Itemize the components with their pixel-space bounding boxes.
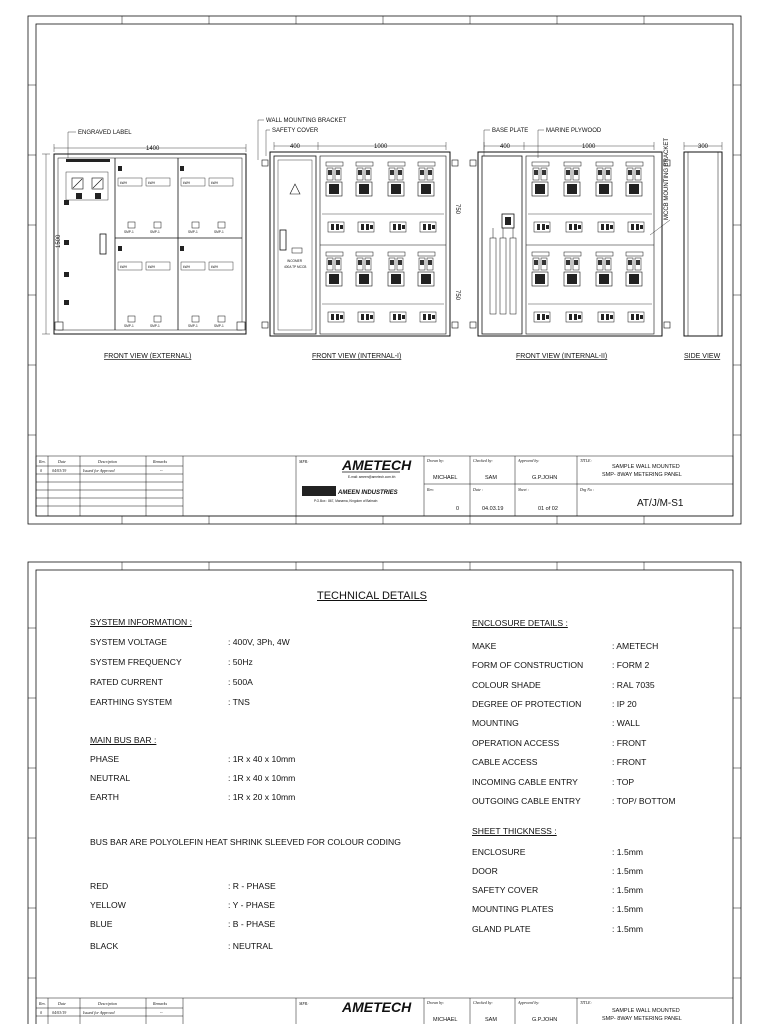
tb-drawn-value: MICHAEL xyxy=(433,475,458,481)
tb-contact: E-mail: ameen@ametech.com.bh xyxy=(348,475,396,479)
tb-header-date: Date xyxy=(58,459,66,464)
spec-value: : 1R x 40 x 10mm xyxy=(228,773,296,783)
spec-label: MOUNTING PLATES xyxy=(472,904,554,914)
spec-label: OPERATION ACCESS xyxy=(472,738,560,748)
tb2-rev-value: 0 xyxy=(40,1010,42,1015)
svg-text:AMEEN INDUSTRIES: AMEEN INDUSTRIES xyxy=(338,490,398,496)
spec-label: ENCLOSURE xyxy=(472,847,526,857)
tb-sheet-label: Sheet : xyxy=(518,487,529,492)
spec-value: : 1R x 20 x 10mm xyxy=(228,792,296,802)
tb-title-line2: SMP- 8WAY METERING PANEL xyxy=(602,472,682,478)
spec-value: : 1.5mm xyxy=(612,885,644,895)
tb-drawing-number: AT/J/M-S1 xyxy=(637,498,684,509)
system-info-heading: SYSTEM INFORMATION : xyxy=(90,617,193,627)
spec-label: DEGREE OF PROTECTION xyxy=(472,699,582,709)
spec-value: : 1.5mm xyxy=(612,904,644,914)
tb2-drawn-label: Drawn by: xyxy=(427,1000,445,1005)
tb-title-line1: SAMPLE WALL MOUNTED xyxy=(612,464,680,470)
spec-label: SAFETY COVER xyxy=(472,885,539,895)
tb-header-description: Description xyxy=(98,459,117,464)
spec-label: SYSTEM VOLTAGE xyxy=(90,637,168,647)
spec-value: : TOP xyxy=(612,777,635,787)
spec-value: : WALL xyxy=(612,718,640,728)
meter-label: kWH xyxy=(211,265,218,269)
spec-value: : 1R x 40 x 10mm xyxy=(228,754,296,764)
colour-value: : B - PHASE xyxy=(228,919,276,929)
tb-approved-value: G.P.JOHN xyxy=(532,475,558,481)
dim-1000-a: 1000 xyxy=(374,144,388,150)
technical-details-heading: TECHNICAL DETAILS xyxy=(317,590,428,602)
dim-1000-b: 1000 xyxy=(582,144,596,150)
meter-label: kWH xyxy=(120,265,127,269)
spec-label: INCOMING CABLE ENTRY xyxy=(472,777,578,787)
base-plate-callout: BASE PLATE xyxy=(492,128,529,134)
spec-value: : 400V, 3Ph, 4W xyxy=(228,637,290,647)
tb-checked-label: Checked by: xyxy=(473,458,493,463)
side-view-drawing xyxy=(684,142,722,336)
bus-bar-note: BUS BAR ARE POLYOLEFIN HEAT SHRINK SLEEVED FOR COLOUR CODING xyxy=(90,837,401,847)
dim-depth: 300 xyxy=(698,144,709,150)
tb2-checked-value: SAM xyxy=(485,1017,497,1023)
safety-cover-callout: SAFETY COVER xyxy=(272,128,319,134)
colour-value: : Y - PHASE xyxy=(228,900,275,910)
front-view-internal-1-drawing xyxy=(258,120,458,336)
feeder-tag: SMP-1 xyxy=(150,230,160,234)
spec-label: CABLE ACCESS xyxy=(472,757,538,767)
spec-label: GLAND PLATE xyxy=(472,924,531,934)
spec-value: : TOP/ BOTTOM xyxy=(612,796,676,806)
tb-drawn-label: Drawn by: xyxy=(427,458,445,463)
spec-value: : IP 20 xyxy=(612,699,637,709)
view-label-front-internal-1: FRONT VIEW (INTERNAL-I) xyxy=(312,353,402,360)
tb-rev-number: 0 xyxy=(456,506,460,512)
tb2-header-rev: Rev. xyxy=(39,1001,46,1006)
tb-approved-label: Approved by: xyxy=(518,458,540,463)
meter-label: kWH xyxy=(120,181,127,185)
tb-header-rev: Rev. xyxy=(39,459,46,464)
spec-label: FORM OF CONSTRUCTION xyxy=(472,660,584,670)
main-bus-bar-heading: MAIN BUS BAR : xyxy=(90,735,157,745)
feeder-tag: SMP-1 xyxy=(214,230,224,234)
tb2-date-value: 04/03/19 xyxy=(52,1010,67,1015)
tb2-header-description: Description xyxy=(98,1001,117,1006)
svg-text:AMETECH: AMETECH xyxy=(342,457,412,473)
meter-label: kWH xyxy=(211,181,218,185)
sheet-thickness-heading: SHEET THICKNESS : xyxy=(472,826,557,836)
colour-label: YELLOW xyxy=(90,900,126,910)
feeder-tag: SMP-1 xyxy=(150,324,160,328)
tb-sheet-number: 01 of 02 xyxy=(538,506,558,512)
tb2-title-label: TITLE: xyxy=(580,1000,592,1005)
feeder-tag: SMP-1 xyxy=(188,324,198,328)
engraved-label-callout: ENGRAVED LABEL xyxy=(78,130,132,136)
colour-value: : R - PHASE xyxy=(228,881,276,891)
mccb-bracket-callout: MCCB MOUNTING BRACKET xyxy=(664,137,670,220)
tb2-approved-label: Approved by: xyxy=(518,1000,540,1005)
feeder-tag: SMP-1 xyxy=(214,324,224,328)
tb-rev-value: 0 xyxy=(40,468,42,473)
dim-width-external: 1400 xyxy=(146,146,160,152)
colour-label: BLACK xyxy=(90,941,119,951)
spec-label: NEUTRAL xyxy=(90,773,131,783)
wall-mounting-bracket-callout: WALL MOUNTING BRACKET xyxy=(266,118,347,124)
spec-label: MOUNTING xyxy=(472,718,519,728)
tb2-drawn-value: MICHAEL xyxy=(433,1017,458,1023)
tb-address: P.O.Box : 867, Manama, Kingdom of Bahrain xyxy=(314,499,378,503)
feeder-tag: SMP-1 xyxy=(124,324,134,328)
spec-label: EARTH xyxy=(90,792,119,802)
tb2-header-remarks: Remarks xyxy=(153,1001,167,1006)
spec-value: : RAL 7035 xyxy=(612,680,655,690)
spec-value: : 1.5mm xyxy=(612,866,644,876)
tb-remarks-value: -- xyxy=(160,468,163,473)
dim-750-b: 750 xyxy=(454,290,460,301)
dim-750-a: 750 xyxy=(454,204,460,215)
colour-value: : NEUTRAL xyxy=(228,941,273,951)
spec-label: COLOUR SHADE xyxy=(472,680,541,690)
tb-date-label: Date : xyxy=(473,487,484,492)
meter-label: kWH xyxy=(183,181,190,185)
spec-value: : 1.5mm xyxy=(612,924,644,934)
tb-header-remarks: Remarks xyxy=(153,459,167,464)
spec-label: DOOR xyxy=(472,866,498,876)
dim-400-a: 400 xyxy=(290,144,301,150)
main-mccb-tag: 400A TP MCCB xyxy=(284,265,307,269)
tb2-title-line2: SMP- 8WAY METERING PANEL xyxy=(602,1016,682,1022)
colour-label: BLUE xyxy=(90,919,113,929)
tb-title-label: TITLE: xyxy=(580,458,592,463)
tb2-title-line1: SAMPLE WALL MOUNTED xyxy=(612,1008,680,1014)
tb2-approved-value: G.P.JOHN xyxy=(532,1017,558,1023)
sheet2-frame xyxy=(28,562,741,1024)
spec-label: MAKE xyxy=(472,641,497,651)
spec-value: : 50Hz xyxy=(228,657,253,667)
spec-label: SYSTEM FREQUENCY xyxy=(90,657,182,667)
tb2-mfr-label: MFR: xyxy=(299,1001,309,1006)
spec-label: EARTHING SYSTEM xyxy=(90,697,172,707)
tb-rev-label: Rev: xyxy=(427,487,435,492)
tb2-desc-value: Issued for Approval xyxy=(83,1010,115,1015)
view-label-front-internal-2: FRONT VIEW (INTERNAL-II) xyxy=(516,353,608,360)
view-label-side: SIDE VIEW xyxy=(684,353,721,360)
ametech-logo: AMETECH xyxy=(342,999,412,1015)
spec-label: RATED CURRENT xyxy=(90,677,163,687)
tb-date-value: 04/03/19 xyxy=(52,468,67,473)
ametech-logo xyxy=(302,457,412,503)
dim-400-b: 400 xyxy=(500,144,511,150)
tb-desc-value: Issued for Approval xyxy=(83,468,115,473)
spec-value: : 500A xyxy=(228,677,253,687)
dim-height-external: 1500 xyxy=(56,234,62,248)
spec-value: : FRONT xyxy=(612,757,647,767)
enclosure-details-heading: ENCLOSURE DETAILS : xyxy=(472,618,568,628)
tb2-remarks-value: -- xyxy=(160,1010,163,1015)
spec-value: : TNS xyxy=(228,697,250,707)
tb2-header-date: Date xyxy=(58,1001,66,1006)
meter-label: kWH xyxy=(148,181,155,185)
tb2-checked-label: Checked by: xyxy=(473,1000,493,1005)
spec-value: : 1.5mm xyxy=(612,847,644,857)
incomer-tag: INCOMER xyxy=(287,259,303,263)
tb-date-number: 04.03.19 xyxy=(482,506,504,512)
meter-label: kWH xyxy=(183,265,190,269)
spec-label: PHASE xyxy=(90,754,120,764)
meter-label: kWH xyxy=(148,265,155,269)
tb-checked-value: SAM xyxy=(485,475,497,481)
tb-drawing-label: Drg No : xyxy=(580,487,595,492)
spec-value: : FRONT xyxy=(612,738,647,748)
spec-value: : FORM 2 xyxy=(612,660,650,670)
front-view-internal-2-drawing xyxy=(470,130,670,336)
colour-label: RED xyxy=(90,881,109,891)
tb-mfr-label: MFR: xyxy=(299,459,309,464)
feeder-tag: SMP-1 xyxy=(124,230,134,234)
view-label-front-external: FRONT VIEW (EXTERNAL) xyxy=(104,353,192,360)
feeder-tag: SMP-1 xyxy=(188,230,198,234)
spec-value: : AMETECH xyxy=(612,641,659,651)
marine-plywood-callout: MARINE PLYWOOD xyxy=(546,128,602,134)
spec-label: OUTGOING CABLE ENTRY xyxy=(472,796,581,806)
